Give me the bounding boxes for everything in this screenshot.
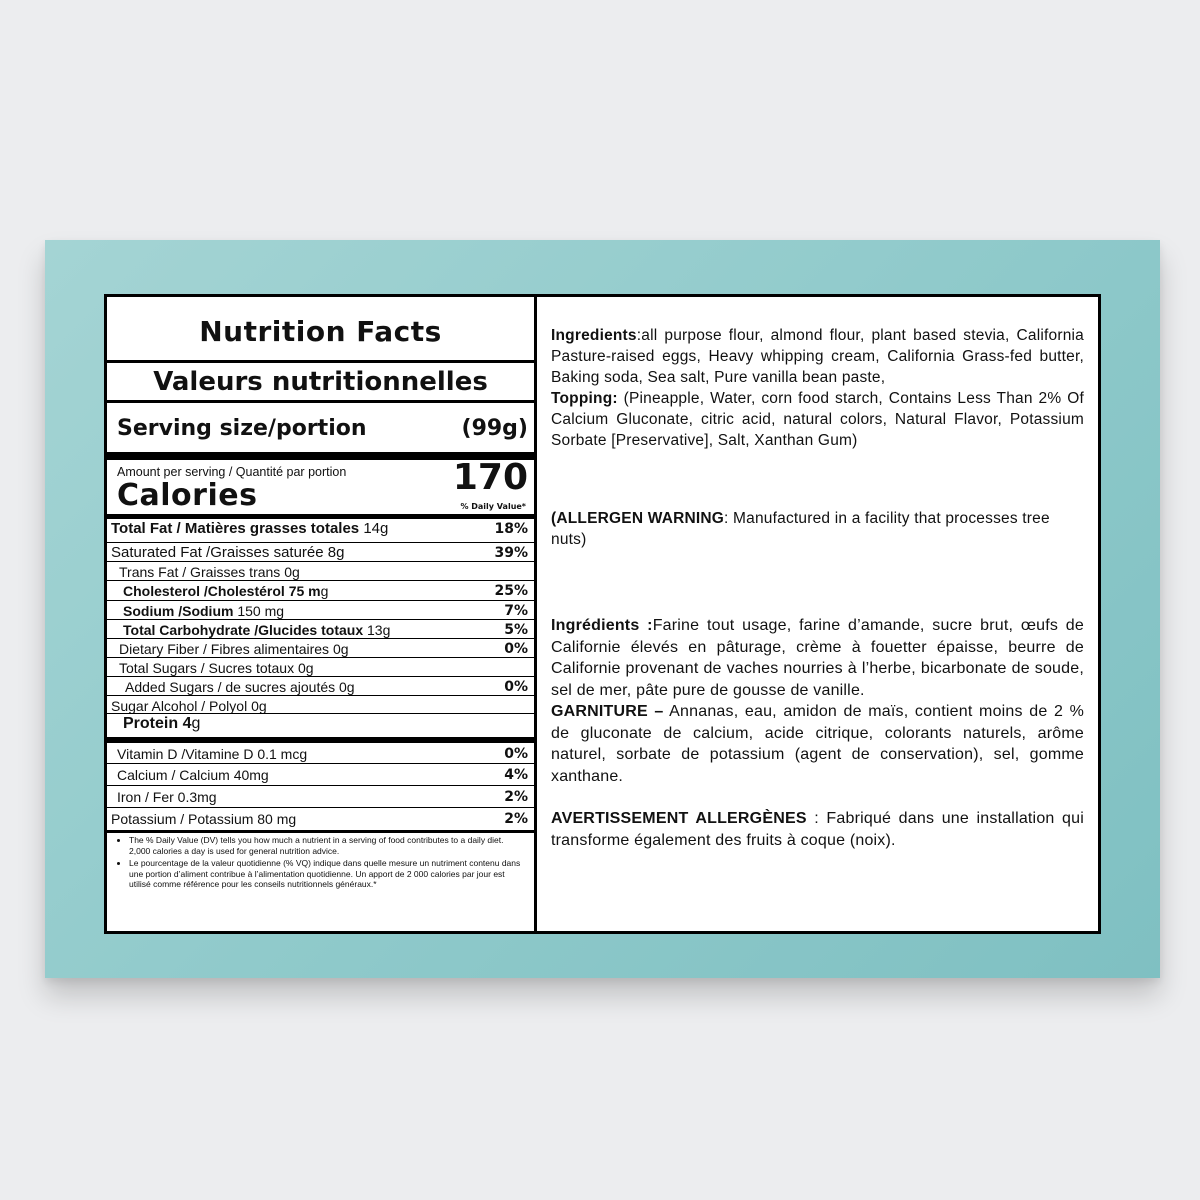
nutrient-label — [123, 603, 284, 619]
topping-en-heading: Topping: — [551, 390, 618, 407]
vitamin-row — [107, 765, 534, 784]
calories-value: 170 — [452, 457, 528, 498]
nutrient-daily-value: 18% — [494, 520, 528, 537]
daily-value-header: % Daily Value* — [460, 502, 526, 511]
product-label — [104, 294, 1101, 934]
nutrient-row — [107, 658, 534, 677]
nutrient-label — [111, 544, 344, 561]
vitamin-row — [107, 809, 534, 828]
nutrient-daily-value: 0% — [504, 678, 528, 695]
nutrient-row — [107, 519, 534, 538]
nutrient-label-bold: Total Carbohydrate /Glucides totaux — [123, 621, 364, 638]
nutrient-label-bold: Total Fat / Matières grasses totales — [111, 520, 360, 537]
calories-label: Calories — [117, 478, 258, 513]
nutrient-label — [123, 715, 200, 733]
allergen-warning-en — [551, 508, 1084, 550]
ingredients-en-text: :all purpose flour, almond flour, plant based stevia, California Pasture-raised eggs, Heavy whipping cream, California Grass-fed butter, Baking soda, Sea salt, Pure vanilla bean paste, — [551, 327, 1084, 386]
nutrient-label-bold: Protein 4 — [123, 714, 192, 732]
nutrient-label — [123, 583, 328, 599]
allergen-en-heading: (ALLERGEN WARNING — [551, 510, 725, 527]
amount-per-serving-label: Amount per serving / Quantité par portion — [117, 465, 347, 479]
calories-row — [107, 457, 534, 515]
nutrient-label-rest: 150 mg — [233, 602, 285, 619]
vitamin-daily-value: 2% — [504, 810, 528, 827]
nutrient-label — [119, 641, 349, 657]
nutrient-row — [107, 714, 534, 733]
allergen-fr-text: : Fabriqué dans une installation qui transforme également des fruits à coque (noix). — [551, 810, 1084, 849]
ingredients-en-heading: Ingredients — [551, 327, 637, 344]
nutrient-label-rest: 13g — [363, 621, 391, 638]
nutrient-label-bold: Cholesterol /Cholestérol 75 m — [123, 582, 321, 599]
nutrient-label-rest: Added Sugars / de sucres ajoutés 0g — [125, 678, 355, 695]
allergen-en-text: : Manufactured in a facility that processes tree nuts) — [551, 510, 1050, 548]
nutrient-row — [107, 639, 534, 658]
nutrient-row — [107, 601, 534, 620]
footnote-fr: • Le pourcentage de la valeur quotidienne (% VQ) indique dans quelle mesure un nutriment contenu dans une portion d’aliment contribue à l’alimentation quotidienne. Un apport de 2 000 calories par jour est utilisé comme référence pour les conseils nutritionnels généraux.* — [129, 858, 524, 890]
nutrient-label-rest: Sugar Alcohol / Polyol 0g — [111, 697, 267, 714]
nutrient-label — [111, 698, 267, 714]
nutrient-daily-value: 0% — [504, 640, 528, 657]
vitamin-label: Calcium / Calcium 40mg — [117, 766, 269, 783]
nutrient-label-rest: Total Sugars / Sucres totaux 0g — [119, 659, 314, 676]
nutrient-daily-value: 5% — [504, 621, 528, 638]
nutrient-label — [111, 520, 388, 537]
row-divider — [107, 785, 534, 786]
nutrient-row — [107, 562, 534, 581]
nutrient-label-rest: Trans Fat / Graisses trans 0g — [119, 563, 300, 580]
allergen-fr-heading: AVERTISSEMENT ALLERGÈNES — [551, 810, 807, 827]
ingredients-panel — [537, 297, 1098, 931]
nutrient-label — [119, 564, 300, 580]
garniture-fr-text: Annanas, eau, amidon de maïs, contient moins de 2 % de gluconate de calcium, acide citrique, colorants naturels, arôme naturel, sorbate de potassium (agent de conservation), sel, gomme xanthane. — [551, 703, 1084, 785]
vitamin-daily-value: 0% — [504, 745, 528, 762]
garniture-fr-heading: GARNITURE – — [551, 703, 664, 720]
nutrition-facts-panel — [107, 297, 537, 931]
ingredients-fr — [551, 615, 1084, 787]
topping-en-text: (Pineapple, Water, corn food starch, Contains Less Than 2% Of Calcium Gluconate, citric acid, natural colors, Natural Flavor, Potassium Sorbate [Preservative], Salt, Xanthan Gum) — [551, 390, 1084, 449]
nutrient-row — [107, 581, 534, 600]
vitamin-daily-value: 2% — [504, 788, 528, 805]
nutrient-daily-value: 39% — [494, 544, 528, 561]
nutrient-label-rest: g — [191, 714, 201, 732]
nutrient-label-rest: 14g — [359, 520, 389, 537]
vitamin-label: Iron / Fer 0.3mg — [117, 788, 217, 805]
nutrient-label-bold: Sodium /Sodium — [123, 602, 234, 619]
footnote-en: • The % Daily Value (DV) tells you how much a nutrient in a serving of food contributes to a daily diet. 2,000 calories a day is used for general nutrition advice. — [129, 835, 524, 856]
nutrition-title-en: Nutrition Facts — [199, 315, 442, 348]
nutrient-label — [125, 679, 355, 695]
row-divider — [107, 807, 534, 808]
nutrient-row — [107, 543, 534, 562]
row-divider — [107, 763, 534, 764]
nutrient-label-rest: g — [320, 582, 329, 599]
nutrient-row — [107, 677, 534, 696]
nutrient-label — [119, 660, 314, 676]
nutrient-row — [107, 620, 534, 639]
allergen-warning-fr — [551, 808, 1084, 851]
nutrient-label-rest: Saturated Fat /Graisses saturée 8g — [111, 544, 345, 561]
ingredients-en — [551, 325, 1084, 451]
nutrient-label-rest: Dietary Fiber / Fibres alimentaires 0g — [119, 640, 349, 657]
serving-size-value: (99g) — [461, 415, 528, 441]
nutrition-title-fr: Valeurs nutritionnelles — [153, 367, 488, 397]
vitamin-daily-value: 4% — [504, 766, 528, 783]
vitamin-row — [107, 744, 534, 763]
nutrient-daily-value: 25% — [494, 582, 528, 599]
serving-size-row — [107, 411, 534, 445]
ingredients-fr-text: Farine tout usage, farine d’amande, sucre brut, œufs de Californie élevés en pâturage, crème à fouetter épaisse, beurre de Californie provenant de vaches nourries à l’herbe, bicarbonate de soude, sel de mer, pâte pure de gousse de vanille. — [551, 617, 1085, 699]
daily-value-footnote — [117, 835, 524, 892]
vitamin-label: Vitamin D /Vitamine D 0.1 mcg — [117, 745, 308, 762]
ingredients-fr-heading: Ingrédients : — [551, 617, 653, 634]
serving-size-label: Serving size/portion — [117, 415, 367, 441]
nutrient-label — [123, 622, 390, 638]
vitamin-label: Potassium / Potassium 80 mg — [111, 810, 297, 827]
vitamin-row — [107, 787, 534, 806]
nutrient-daily-value: 7% — [504, 602, 528, 619]
